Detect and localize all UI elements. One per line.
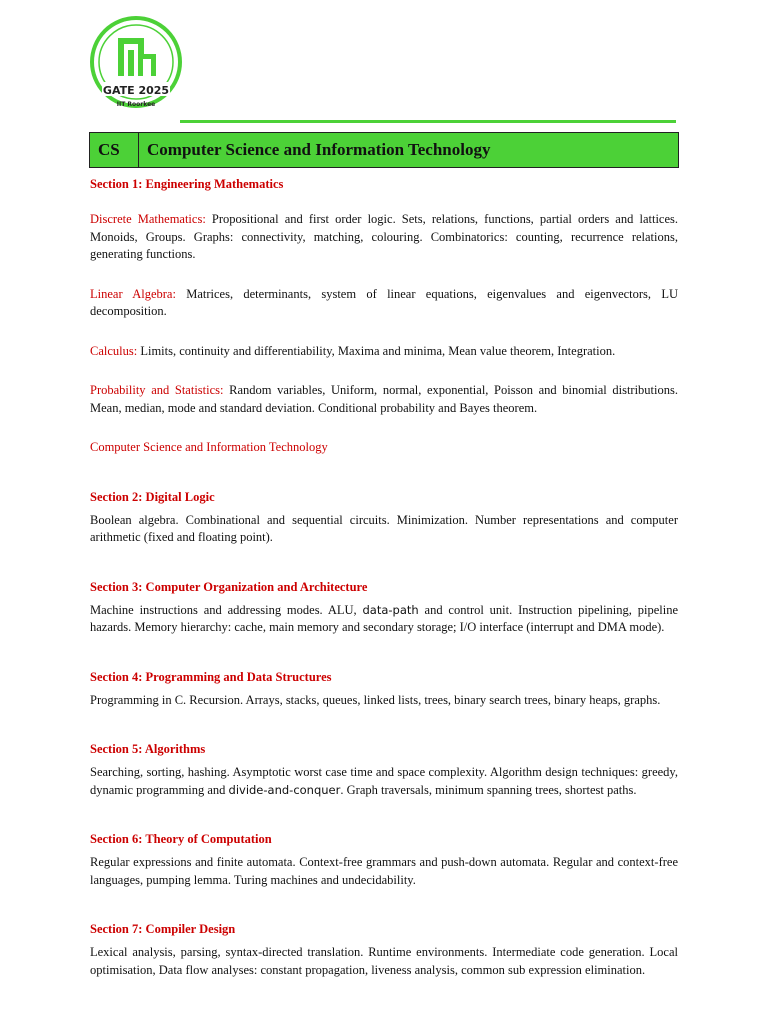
section-6-heading: Section 6: Theory of Computation [90, 832, 272, 846]
csit-label: Computer Science and Information Technology [90, 440, 328, 454]
section-1-heading: Section 1: Engineering Mathematics [90, 177, 284, 191]
section-3-text-a: Machine instructions and addressing modes. ALU, [90, 602, 363, 617]
calculus-label: Calculus: [90, 343, 138, 358]
gate-logo [88, 14, 184, 114]
logo-text: GATE 2025 [102, 84, 170, 97]
logo-subtext: IIT Roorkee [116, 101, 156, 108]
syllabus-content [90, 175, 678, 979]
section-5-text-b: . Graph traversals, minimum spanning trees, shortest paths. [340, 782, 637, 797]
calculus-text: Limits, continuity and differentiability, Maxima and minima, Mean value theorem, Integration. [137, 343, 616, 358]
discrete-math-paragraph [90, 211, 678, 264]
linear-algebra-text: Matrices, determinants, system of linear equations, eigenvalues and eigenvectors, LU decomposition. [90, 286, 678, 318]
linear-algebra-paragraph [90, 286, 678, 321]
section-3-datapath: data-path [362, 602, 419, 617]
section-2-text: Boolean algebra. Combinational and sequential circuits. Minimization. Number representations and computer arithmetic (fixed and floating point). [90, 512, 678, 544]
probability-text: Random variables, Uniform, normal, exponential, Poisson and binomial distributions. Mean, median, mode and standard deviation. Conditional probability and Bayes theorem. [90, 383, 678, 415]
subject-title-box [89, 132, 679, 168]
section-4-heading: Section 4: Programming and Data Structures [90, 669, 332, 684]
section-3-paragraph [90, 602, 678, 637]
section-3-heading: Section 3: Computer Organization and Architecture [90, 579, 368, 594]
linear-algebra-label: Linear Algebra: [90, 286, 176, 301]
probability-label: Probability and Statistics: [90, 383, 224, 397]
section-3-text-b: and control unit. Instruction pipelining, pipeline hazards. Memory hierarchy: cache, main memory and secondary storage; I/O interface (interrupt and DMA mode). [90, 602, 678, 634]
section-5-divide-conquer: divide-and-conquer [228, 782, 341, 797]
section-5-text-a: Searching, sorting, hashing. Asymptotic worst case time and space complexity. Algorithm design techniques: greedy, dynamic programming and [90, 765, 678, 797]
section-5-heading: Section 5: Algorithms [90, 742, 206, 756]
header-divider [180, 120, 676, 123]
section-2-heading: Section 2: Digital Logic [90, 489, 215, 504]
subject-code: CS [90, 133, 139, 167]
section-6-text: Regular expressions and finite automata. Context-free grammars and push-down automata. Regular and context-free languages, pumping lemma. Turing machines and undecidability. [90, 855, 678, 887]
subject-name: Computer Science and Information Technology [147, 140, 491, 159]
section-7-heading: Section 7: Compiler Design [90, 922, 236, 936]
discrete-math-label: Discrete Mathematics: [90, 212, 206, 226]
discrete-math-text: Propositional and first order logic. Sets, relations, functions, partial orders and lattices. Monoids, Groups. Graphs: connectivity, matching, colouring. Combinatorics: counting, recurrence relations, generating functions. [90, 212, 678, 261]
section-5-paragraph [90, 764, 678, 799]
probability-paragraph [90, 382, 678, 417]
section-4-text: Programming in C. Recursion. Arrays, stacks, queues, linked lists, trees, binary search trees, binary heaps, graphs. [90, 692, 661, 707]
calculus-paragraph [90, 343, 678, 361]
section-7-text: Lexical analysis, parsing, syntax-directed translation. Runtime environments. Intermediate code generation. Local optimisation, Data flow analyses: constant propagation, liveness analysis, common sub expression elimination. [90, 945, 678, 977]
